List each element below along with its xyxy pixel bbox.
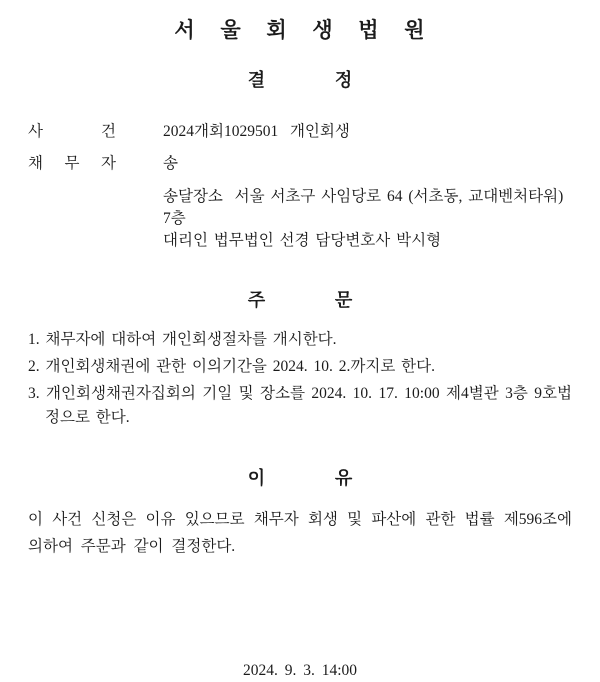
case-number: 2024개회1029501 개인회생 xyxy=(163,123,350,140)
order-item-2: 2. 개인회생채권에 관한 이의기간을 2024. 10. 2.까지로 한다. xyxy=(28,358,435,375)
case-label: 사 건 xyxy=(28,123,116,140)
debtor-label: 채 무 자 xyxy=(28,155,116,172)
party-block xyxy=(28,116,572,180)
court-name: 서 울 회 생 법 원 xyxy=(174,19,426,42)
decision-datetime: 2024. 9. 3. 14:00 xyxy=(242,662,358,679)
order-item-1: 1. 채무자에 대하여 개인회생절차를 개시한다. xyxy=(28,331,337,348)
debtor-row xyxy=(28,148,572,180)
reason-heading: 이 유 xyxy=(247,468,353,488)
case-row xyxy=(28,116,572,148)
order-item-3: 3. 개인회생채권자집회의 기일 및 장소를 2024. 10. 17. 10:00 제4별관 3층 9호법정으로 한다. xyxy=(28,385,572,426)
attorney-line: 대리인 법무법인 선경 담당변호사 박시형 xyxy=(163,232,442,249)
order-heading: 주 문 xyxy=(247,290,353,310)
order-list xyxy=(28,328,572,430)
service-address: 송달장소 서울 서초구 사임당로 64 (서초동, 교대벤처타워) 7층 xyxy=(163,188,570,227)
debtor-name: 송 xyxy=(163,155,178,172)
reason-body: 이 사건 신청은 이유 있으므로 채무자 회생 및 파산에 관한 법률 제596조에 의하여 주문과 같이 결정한다. xyxy=(28,511,572,555)
address-block xyxy=(163,186,572,252)
document-title: 결 정 xyxy=(247,70,353,90)
